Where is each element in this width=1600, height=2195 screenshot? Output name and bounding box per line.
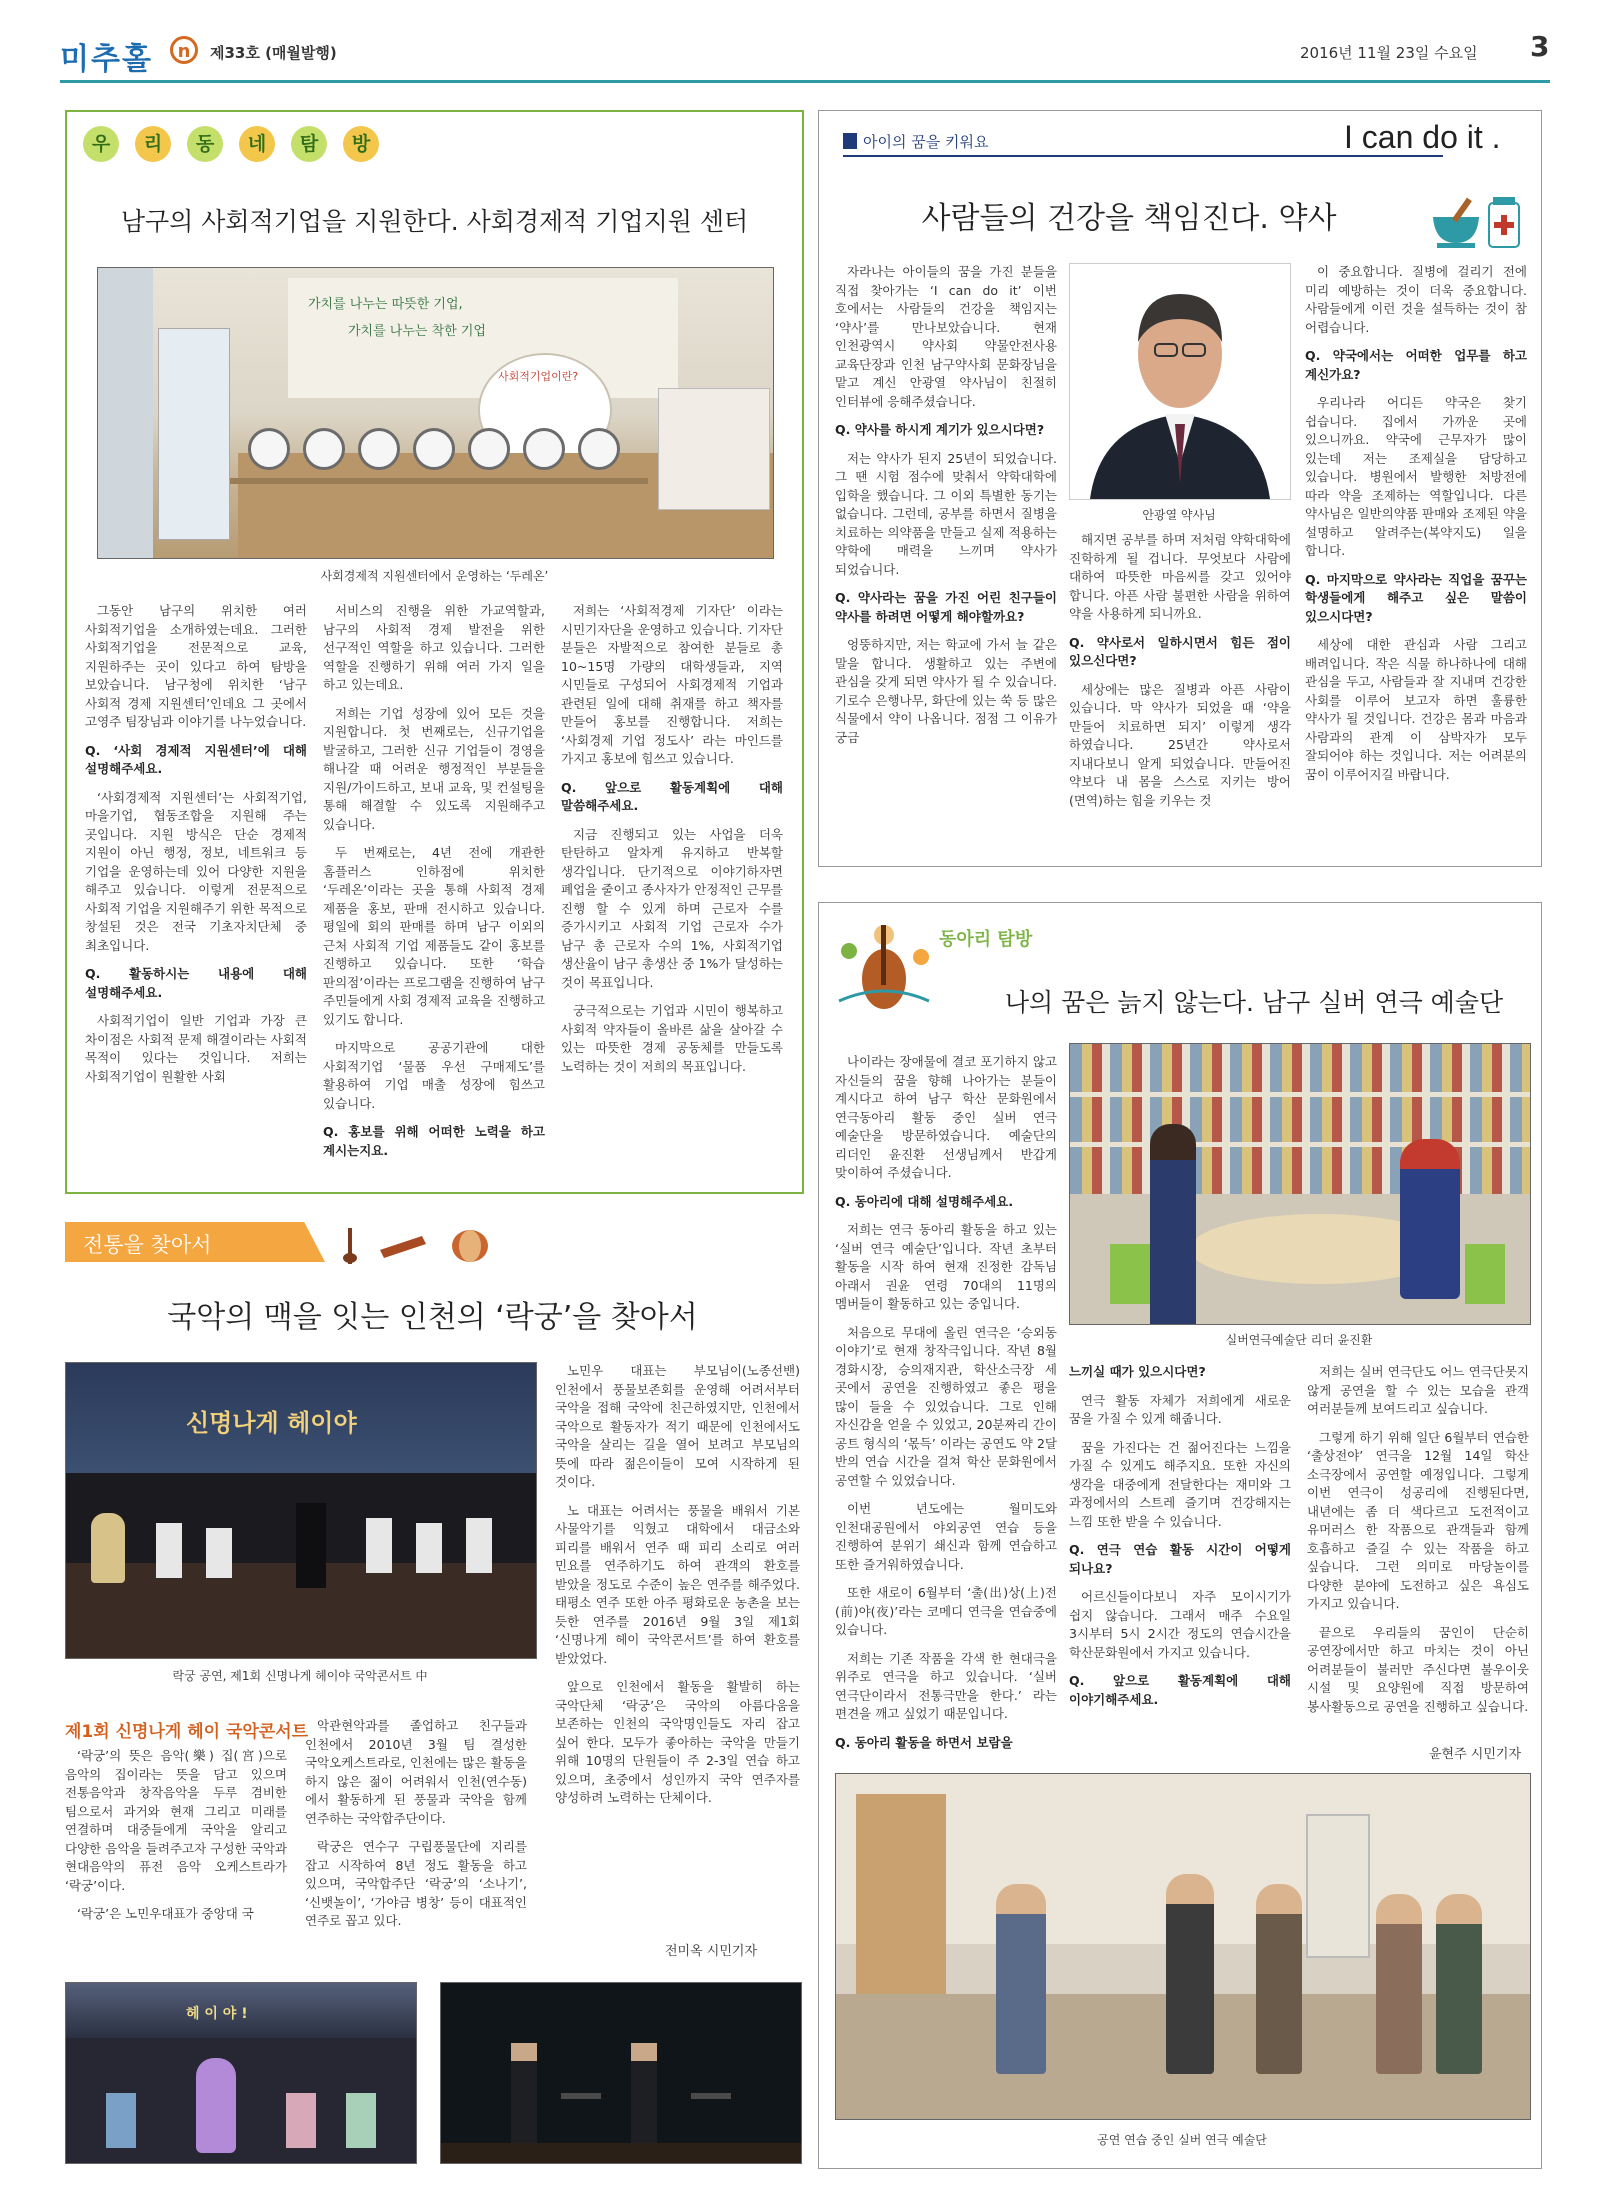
actor-figure [1256, 1884, 1302, 2074]
neighborhood-panel [65, 110, 804, 1194]
performer [156, 1523, 182, 1578]
clock-icon [303, 428, 345, 470]
paragraph: 서비스의 진행을 위한 가교역할과, 남구의 사회적 경제 발전을 위한 선구적인 역할을 하고 있습니다. 그러한 역할을 진행하기 위해 여러 가지 일을 하고 있는데요. [323, 603, 545, 692]
portrait-figure [1070, 264, 1290, 499]
question: Q. 앞으로 활동계획에 대해 말씀해주세요. [561, 779, 783, 813]
paragraph: 저희는 실버 연극단도 어느 연극단못지 않게 공연을 할 수 있는 모습을 관객 여러분들께 보여드리고 싶습니다. [1307, 1364, 1529, 1416]
question: Q. 홍보를 위해 어떠한 노력을 하고 계시는지요. [323, 1124, 545, 1158]
paragraph: 저희는 기업 성장에 있어 모든 것을 지원합니다. 첫 번째로는, 신규기업을 발굴하고, 그러한 신규 기업들이 경영을 해나갈 때 어려운 행정적인 부분들을 지원/가이드하고, 보내 교육, 및 컨설팅을 통해 해결할 수 있도록 지원해주고 있습니다. [323, 705, 545, 832]
tradition-headline: 국악의 맥을 잇는 인천의 ‘락궁’을 찾아서 [167, 1300, 698, 1335]
paragraph: 그렇게 하기 위해 일단 6월부터 연습한 ‘출상전야’ 연극을 12월 14일 학산 소극장에서 공연할 예정입니다. 그렇게 이번 연극이 성공리에 진행된다면, 내년에는 좀 더 색다르고 도전적이고 유머러스 한 작품으로 관객들과 함께 호흡하고 즐길 수 있는 작품을 하고 싶습니다. 그런 의미로 마당놀이를 다양한 분야에 도전하고 싶은 욕심도 가지고 있습니다. [1307, 1429, 1529, 1611]
music-stand [561, 2093, 601, 2099]
tag-char: 방 [343, 126, 379, 162]
neighborhood-headline: 남구의 사회적기업을 지원한다. 사회경제적 기업지원 센터 [120, 207, 749, 236]
clock-icon [358, 428, 400, 470]
question: Q. 동아리에 대해 설명해주세요. [835, 1193, 1014, 1209]
tradition-col-2 [305, 1717, 527, 1957]
career-col-3 [1305, 263, 1527, 858]
paragraph: 세상에 대한 관심과 사람 그리고 배려입니다. 작은 식물 하나하나에 대해 관심을 두고, 사람들과 잘 지내며 건강한 사회를 이루어 보고자 하면 훌륭한 약사가 될 것입니다. 건강은 몸과 마음과 사람과의 관계 이 삼박자가 모두 잘되어야 하는 것입니다. 저는 어려분의 꿈이 이루어지길 바랍니다. [1305, 637, 1527, 782]
stage-banner: 신명나게 헤이야 [186, 1409, 357, 1437]
club-photo2-caption: 공연 연습 중인 실버 연극 예술단 [1097, 2133, 1267, 2147]
paragraph: 나이라는 장애물에 결코 포기하지 않고 자신들의 꿈을 향해 나아가는 분들이 계시다고 하여 남구 학산 문화원에서 연극동아리 활동 중인 실버 연극 예술단을 방문하였습니다. 예술단의 리더인 윤진환 선생님께서 반갑게 맞이하여 주셨습니다. [835, 1054, 1057, 1180]
hanbok-singer [196, 2058, 236, 2153]
club-col-3 [1307, 1363, 1529, 1743]
performer [91, 1513, 125, 1583]
question: Q. ‘사회 경제적 지원센터’에 대해 설명해주세요. [85, 742, 307, 776]
piri-performance-photo [440, 1982, 802, 2164]
paragraph: 앞으로 인천에서 활동을 활발히 하는 국악단체 ‘락궁’은 국악의 아름다움을 보존하는 인천의 국악명인들도 자리 잡고 싶어 한다. 모두가 좋아하는 국악을 만들기 위해 10명의 단원들이 주 2-3일 연습 하고 있으며, 초중에서 성인까지 국악 연주자를 양성하려 노력하는 단체이다. [555, 1679, 800, 1805]
concert-photo-caption: 락궁 공연, 제1회 신명나게 헤이야 국악콘서트 中 [172, 1669, 428, 1683]
woman-figure [1150, 1124, 1196, 1325]
issue-label: 제33호 (매월발행) [210, 44, 337, 62]
paragraph: 연극 활동 자체가 저희에게 새로운 꿈을 가질 수 있게 해줍니다. [1069, 1392, 1291, 1426]
conductor [296, 1503, 326, 1588]
concert-stage-photo [65, 1362, 537, 1659]
paragraph: 마지막으로 공공기관에 대한 사회적기업 ‘물품 우선 구매제도’를 활용하여 기업 매출 성장에 힘쓰고 있습니다. [323, 1040, 545, 1111]
paragraph: 꿈을 가진다는 건 젊어진다는 느낌을 가질 수 있게도 해주지요. 또한 자신의 생각을 대중에게 전달한다는 재미와 그 과정에서의 스트레 즐기며 건강해지는 느낌 또한 받을 수 있습니다. [1069, 1439, 1291, 1529]
sign-text-1: 가치를 나누는 따뜻한 기업, [308, 297, 463, 312]
club-col-2 [1069, 1363, 1291, 1763]
tag-char: 탐 [291, 126, 327, 162]
paragraph: 자라나는 아이들의 꿈을 가진 분들을 직접 찾아가는 ‘I can do it’ 이번 호에서는 사람들의 건강을 책임지는 ‘약사’를 만나보았습니다. 현재 인천광역시 약사회 약물안전사용 교육단장과 인천 남구약사회 문화장님을 맡고 계신 안광열 약사님이 친절히 인터뷰에 응해주셨습니다. [835, 264, 1057, 409]
sign-text-2: 가치를 나누는 착한 기업 [348, 324, 486, 339]
musician-illustration [829, 921, 939, 1016]
masthead [60, 28, 1560, 78]
question: Q. 활동하시는 내용에 대해 설명해주세요. [85, 966, 307, 1000]
tradition-col-1 [65, 1747, 287, 1957]
dureon-photo-caption: 사회경제적 지원센터에서 운영하는 ‘두레온’ [320, 569, 549, 583]
neighborhood-tag [83, 126, 413, 166]
issue-date: 2016년 11월 23일 수요일 [1300, 44, 1478, 62]
paragraph: 저희는 기존 작품을 각색 한 현대극을 위주로 연극을 하고 있습니다. ‘실버 연극단이라서 전통극만을 한다.’ 라는 편견을 깨고 싶었기 때문입니다. [835, 1650, 1057, 1721]
banner-stand [158, 328, 230, 540]
clock-icon [523, 428, 565, 470]
question: Q. 마지막으로 약사라는 직업을 꿈꾸는 학생들에게 해주고 싶은 말씀이 있으시다면? [1305, 571, 1527, 624]
cello-icon [829, 921, 939, 1016]
actor-figure [1376, 1894, 1422, 2074]
door [856, 1794, 946, 1994]
question: Q. 약국에서는 어떠한 업무를 하고 계신가요? [1305, 348, 1527, 382]
page-number: 3 [1530, 30, 1550, 63]
career-slogan: I can do it . [1344, 119, 1501, 155]
paragraph: 또한 새로이 6월부터 ‘출(出)상(上)전(前)야(夜)’라는 코메디 연극을 연습중에 있습니다. [835, 1585, 1057, 1637]
question: Q. 약사라는 꿈을 가진 어린 친구들이 약사를 하려면 어떻게 해야할까요? [835, 590, 1057, 624]
paragraph: 저희는 ‘사회적경제 기자단’ 이라는 시민기자단을 운영하고 있습니다. 기자단 분들은 자발적으로 참여한 분들로 총 10~15명 가량의 대학생들과, 지역 시민들로 구성되어 사회경제적 기업과 관련된 일에 대해 취재를 하고 책자를 만들어 홍보를 진행합니다. 저희는 ‘사회경제 기업 정도사’ 라는 마인드를 가지고 홍보에 힘쓰고 있습니다. [561, 603, 783, 766]
pharmacist-portrait [1069, 263, 1291, 500]
instrument-icons [340, 1222, 510, 1267]
club-panel [818, 902, 1542, 2169]
medicine-icon [1427, 193, 1527, 253]
tag-char: 네 [239, 126, 275, 162]
career-headline: 사람들의 건강을 책임진다. 약사 [921, 201, 1337, 236]
clock-icon [578, 428, 620, 470]
tag-char: 리 [135, 126, 171, 162]
gayageum-icon [340, 1222, 510, 1267]
career-section-label: 아이의 꿈을 키워요 [863, 133, 989, 151]
tag-char: 동 [187, 126, 223, 162]
green-chair [1465, 1244, 1505, 1304]
paragraph: 사회적기업이 일반 기업과 가장 큰 차이점은 사회적 문제 해결이라는 사회적 목적이 있다는 것입니다. 저희는 사회적기업이 원활한 사회 [85, 1013, 307, 1084]
hanbok-performance-photo [65, 1982, 417, 2164]
question: 느끼실 때가 있으시다면? [1069, 1364, 1206, 1379]
paragraph: 끝으로 우리들의 꿈인이 단순히 공연장에서만 하고 마치는 것이 아닌 어려분들이 불러만 주신다면 불우이웃 시설 및 요양원에 직접 방문하여 봉사활동으로 공연을 진행하고 싶습니다. [1307, 1624, 1529, 1714]
clock-icon [468, 428, 510, 470]
paragraph: 세상에는 많은 질병과 아픈 사람이 있습니다. 막 약사가 되었을 때 ‘약을 만들어 치료하면 되지’ 이렇게 생각 하였습니다. 25년간 약사로서 지내다보니 알게 되었습니다. 만들어진 약보다 내 몸을 스스로 지키는 방어(면역)하는 힘을 키우는 것 [1069, 681, 1291, 808]
question: Q. 약사로서 일하시면서 힘든 점이 있으신다면? [1069, 634, 1291, 668]
paragraph: 그동안 남구의 위치한 여러 사회적기업을 소개하였는데요. 그러한 사회적기업을 전문적으로 교육, 지원하주는 곳이 있다고 하여 탐방을 보았습니다. 남구청에 위치한 ‘남구 사회적 경제 지원센터’인데요 그 곳에서 고영주 팀장님과 이야기를 나누었습니다. [85, 603, 307, 729]
paragraph: 우리나라 어디든 약국은 찾기 쉽습니다. 집에서 가까운 곳에 있으니까요. 약국에 근무자가 많이 있는데 저는 조제실을 담당하고 있습니다. 병원에서 발행한 처방전에 따라 약을 조제하는 역할입니다. 다른 약사님은 일반의약품 판매와 조제된 약을 설명하고 알려주는(복약지도) 일을 합니다. [1305, 395, 1527, 558]
paragraph: 궁극적으로는 기업과 시민이 행복하고 사회적 약자들이 올바른 삶을 살아갈 수 있는 따뜻한 경제 공동체를 만들도록 노력하는 것이 저희의 목표입니다. [561, 1003, 783, 1074]
club-col-1 [835, 1053, 1057, 1763]
paragraph: 이 중요합니다. 질병에 걸리기 전에 미리 예방하는 것이 더욱 중요합니다. 사람들에게 이런 것을 설득하는 것이 참 어렵습니다. [1305, 264, 1527, 335]
question: Q. 앞으로 활동계획에 대해 이야기해주세요. [1069, 1673, 1291, 1707]
info-circle-title: 사회적기업이란? [498, 370, 579, 383]
paragraph: 처음으로 무대에 올린 연극은 ‘승외동 이야기’로 현재 창작극입니다. 작년 8월 경화시장, 승의재지관, 학산소극장 세 곳에서 공연을 진행하였고 좋은 평을 많이 들을 수 있었습니다. 그로 인해 자신감을 얻을 수 있었고, 20분짜리 간이 공트 형식의 ‘몫득’ 이라는 공연도 약 2달 반의 연습 시간을 걸쳐 학산 문화원에서 공연할 수 있었습니다. [835, 1324, 1057, 1488]
performer [286, 2093, 316, 2148]
logo: 미추홀 [60, 42, 153, 77]
performer [346, 2093, 376, 2148]
mortar-icon [1427, 193, 1527, 253]
music-stand [691, 2093, 731, 2099]
neighborhood-col-1 [85, 602, 307, 1182]
performer [206, 1528, 232, 1578]
green-chair [1110, 1244, 1150, 1304]
club-photo1-caption: 실버연극예술단 리더 윤진환 [1225, 1333, 1373, 1347]
paragraph: 노 대표는 어려서는 풍물을 배워서 기본 사물악기를 익혔고 대학에서 대금소와 피리를 배워서 연주 때 피리 소리로 여러 민요를 연주하기도 하여 관객의 환호를 받았을 정도로 수준이 높은 연주를 해주었다. 태평소 연주 또한 아주 평화로운 농촌을 보는 듯한 연주를 2016년 9월 3일 제1회 ‘신명나게 헤이 국악콘서트’를 하여 환호를 받았었다. [555, 1502, 800, 1666]
paragraph: ‘사회경제적 지원센터’는 사회적기업, 마을기업, 협동조합을 지원해 주는 곳입니다. 지원 방식은 단순 경제적 지원이 아닌 행정, 정보, 네트워크 등 기업을 운영하는데 있어 다양한 지원을 해주고 있습니다. 이렇게 전문적으로 사회적 기업을 지원해주기 위한 목적으로 창설된 것은 전국 기초자치단체 중 최초입니다. [85, 789, 307, 953]
performer [106, 2093, 136, 2148]
cabinet [658, 388, 770, 510]
paragraph: ‘락궁’의 뜻은 음악(樂) 집(宮)으로 음악의 집이라는 뜻을 담고 있으며 전통음악과 창작음악을 두루 겸비한 팀으로서 과거와 현재 그리고 미래를 연결하며 대중들에게 국악을 알리고 다양한 음악을 들려주고자 구성한 국악과 현대음악의 퓨전 음악 오케스트라가 ‘락궁’이다. [65, 1748, 287, 1893]
door [1306, 1814, 1370, 1958]
shelf-rail [1070, 1142, 1530, 1147]
library-interview-photo [1069, 1043, 1531, 1325]
tag-char: 우 [83, 126, 119, 162]
stage-floor [441, 2143, 801, 2163]
performer [416, 1523, 442, 1573]
dureon-photo [97, 267, 774, 559]
paragraph: ‘락궁’은 노민우대표가 중앙대 국 [77, 1906, 254, 1921]
question: Q. 동아리 활동을 하면서 보람을 [835, 1734, 1013, 1750]
club-headline: 나의 꿈은 늙지 않는다. 남구 실버 연극 예술단 [1004, 988, 1504, 1017]
neighborhood-col-3 [561, 602, 783, 1182]
rehearsal-photo [835, 1773, 1531, 2120]
stage-banner-text: 헤 이 야 ! [186, 2006, 248, 2022]
paragraph: 악관현악과를 졸업하고 친구들과 인천에서 2010년 3월 팀 결성한 국악오케스트라로, 인천에는 많은 활동을 하지 않은 젊이 어려워서 인천(연수동)에서 활동하게 된 풍물과 국악을 함께 연주하는 국악합주단이다. [305, 1718, 527, 1826]
question: Q. 연극 연습 활동 시간이 어떻게 되나요? [1069, 1542, 1291, 1576]
paragraph: 이번 년도에는 월미도와 인천대공원에서 야외공연 연습 등을 진행하여 분위기 쇄신과 함께 연습하고 또한 즐거워하였습니다. [835, 1501, 1057, 1572]
career-col-1 [835, 263, 1057, 858]
career-panel [818, 110, 1542, 867]
actor-figure [1436, 1894, 1482, 2074]
actor-figure [996, 1884, 1046, 2074]
shelf [228, 478, 648, 484]
logo-mark: n [170, 36, 198, 64]
bookshelf [1070, 1044, 1530, 1194]
paragraph: 저희는 연극 동아리 활동을 하고 있는 ‘실버 연극 예술단’입니다. 작년 초부터 활동을 시작 하여 현재 진정한 감독님 아래서 권윤 연령 70대의 11명의 멤버들이 활동하고 있는 중입니다. [835, 1222, 1057, 1311]
pharmacist-caption: 안광열 약사님 [1142, 508, 1216, 522]
clock-icon [413, 428, 455, 470]
tradition-col-3 [555, 1362, 800, 1932]
paragraph: 엉뚱하지만, 저는 학교에 가서 늘 같은 말을 합니다. 생활하고 있는 주변에 관심을 갖게 되면 약사가 될 수 있습니다. 기로수 은행나무, 화단에 있는 쑥 등 많은 식물에서 약이 나옵니다. 점점 그 이유가 궁금 [835, 637, 1057, 745]
neighborhood-col-2 [323, 602, 545, 1182]
tradition-section [65, 1222, 800, 2167]
actor-figure [1166, 1874, 1214, 2074]
paragraph: 지금 진행되고 있는 사업을 더욱 탄탄하고 알차게 유지하고 반복할 생각입니다. 단기적으로 이야기하자면 폐업을 줄이고 종사자가 안정적인 근무를 진행 할 수 있게 하며 근로자 수를 증가시키고 사회적 기업 근로자 수가 남구 총 근로자 수의 1%, 사회적기업 생산율이 남구 총생산 중 1%가 달성하는 것이 목표입니다. [561, 826, 783, 990]
paragraph: 저는 약사가 된지 25년이 되었습니다. 그 땐 시험 점수에 맞춰서 약학대학에 입학을 했습니다. 그 이외 특별한 동기는 없습니다. 그런데, 공부를 하면서 질병을 치료하는 의약품을 만들고 실제 적용하는 약학에 매력을 느끼며 약사가 되었습니다. [835, 450, 1057, 577]
section-marker-icon [843, 133, 857, 149]
tradition-reporter: 전미옥 시민기자 [665, 1944, 758, 1959]
shelf-rail [1070, 1092, 1530, 1097]
clock-icon [248, 428, 290, 470]
career-col-2 [1069, 531, 1291, 858]
club-label: 동아리 탐방 [939, 929, 1033, 950]
paragraph: 락궁은 연수구 구립풍물단에 지리를 잡고 시작하여 8년 정도 활동을 하고 있으며, 국악합주단 ‘락궁’의 ‘소나기’, ‘신뱃놀이’, ‘가야금 병창’ 등이 대표적인 연주로 꼽고 있다. [305, 1839, 527, 1928]
question: Q. 약사를 하시게 계기가 있으시다면? [835, 422, 1045, 437]
concert-subhead: 제1회 신명나게 헤이 국악콘서트 [65, 1722, 309, 1742]
club-reporter: 윤현주 시민기자 [1429, 1747, 1522, 1762]
man-figure [1400, 1139, 1460, 1299]
paragraph: 해지면 공부를 하며 저처럼 약학대학에 진학하게 될 겁니다. 무엇보다 사람에 대하여 따뜻한 마음씨를 갖고 있어야 합니다. 아픈 사람 불편한 사람을 위하여 약을 사용하게 되니까요. [1069, 532, 1291, 621]
header-rule [60, 80, 1550, 83]
performer [366, 1518, 392, 1573]
paragraph: 두 번째로는, 4년 전에 개관한 홈플러스 인하점에 위치한 ‘두레온’이라는 곳을 통해 사회적 경제 제품을 홍보, 판매 전시하고 있습니다. 평일에 회의 판매를 하며 남구 이외의 근처 사회적 기업 제품들도 같이 홍보를 진행하고 있습니다. 또한 ‘학습 판의점’이라는 프로그램을 진행하여 남구 주민들에게 사회 경제적 교육을 진행하고 있기도 합니다. [323, 845, 545, 1027]
paragraph: 어르신들이다보니 자주 모이시기가 쉽지 않습니다. 그래서 매주 수요일 3시부터 5시 2시간 정도의 연습시간을 학산문화원에서 가지고 있습니다. [1069, 1589, 1291, 1660]
paragraph: 노민우 대표는 부모님이(노종선밴) 인천에서 풍물보존회를 운영해 어려서부터 국악을 접해 국악에 친근하였지만, 인천에서 국악으로 활동자가 적기 때문에 인천에서도 국악을 살리는 길을 열어 보려고 부모님의 뜻에 따라 젊은이들이 모여 시작하게 된 것이다. [555, 1363, 800, 1489]
tradition-banner-text: 전통을 찾아서 [83, 1233, 212, 1257]
performer [466, 1518, 492, 1573]
window [98, 268, 153, 558]
